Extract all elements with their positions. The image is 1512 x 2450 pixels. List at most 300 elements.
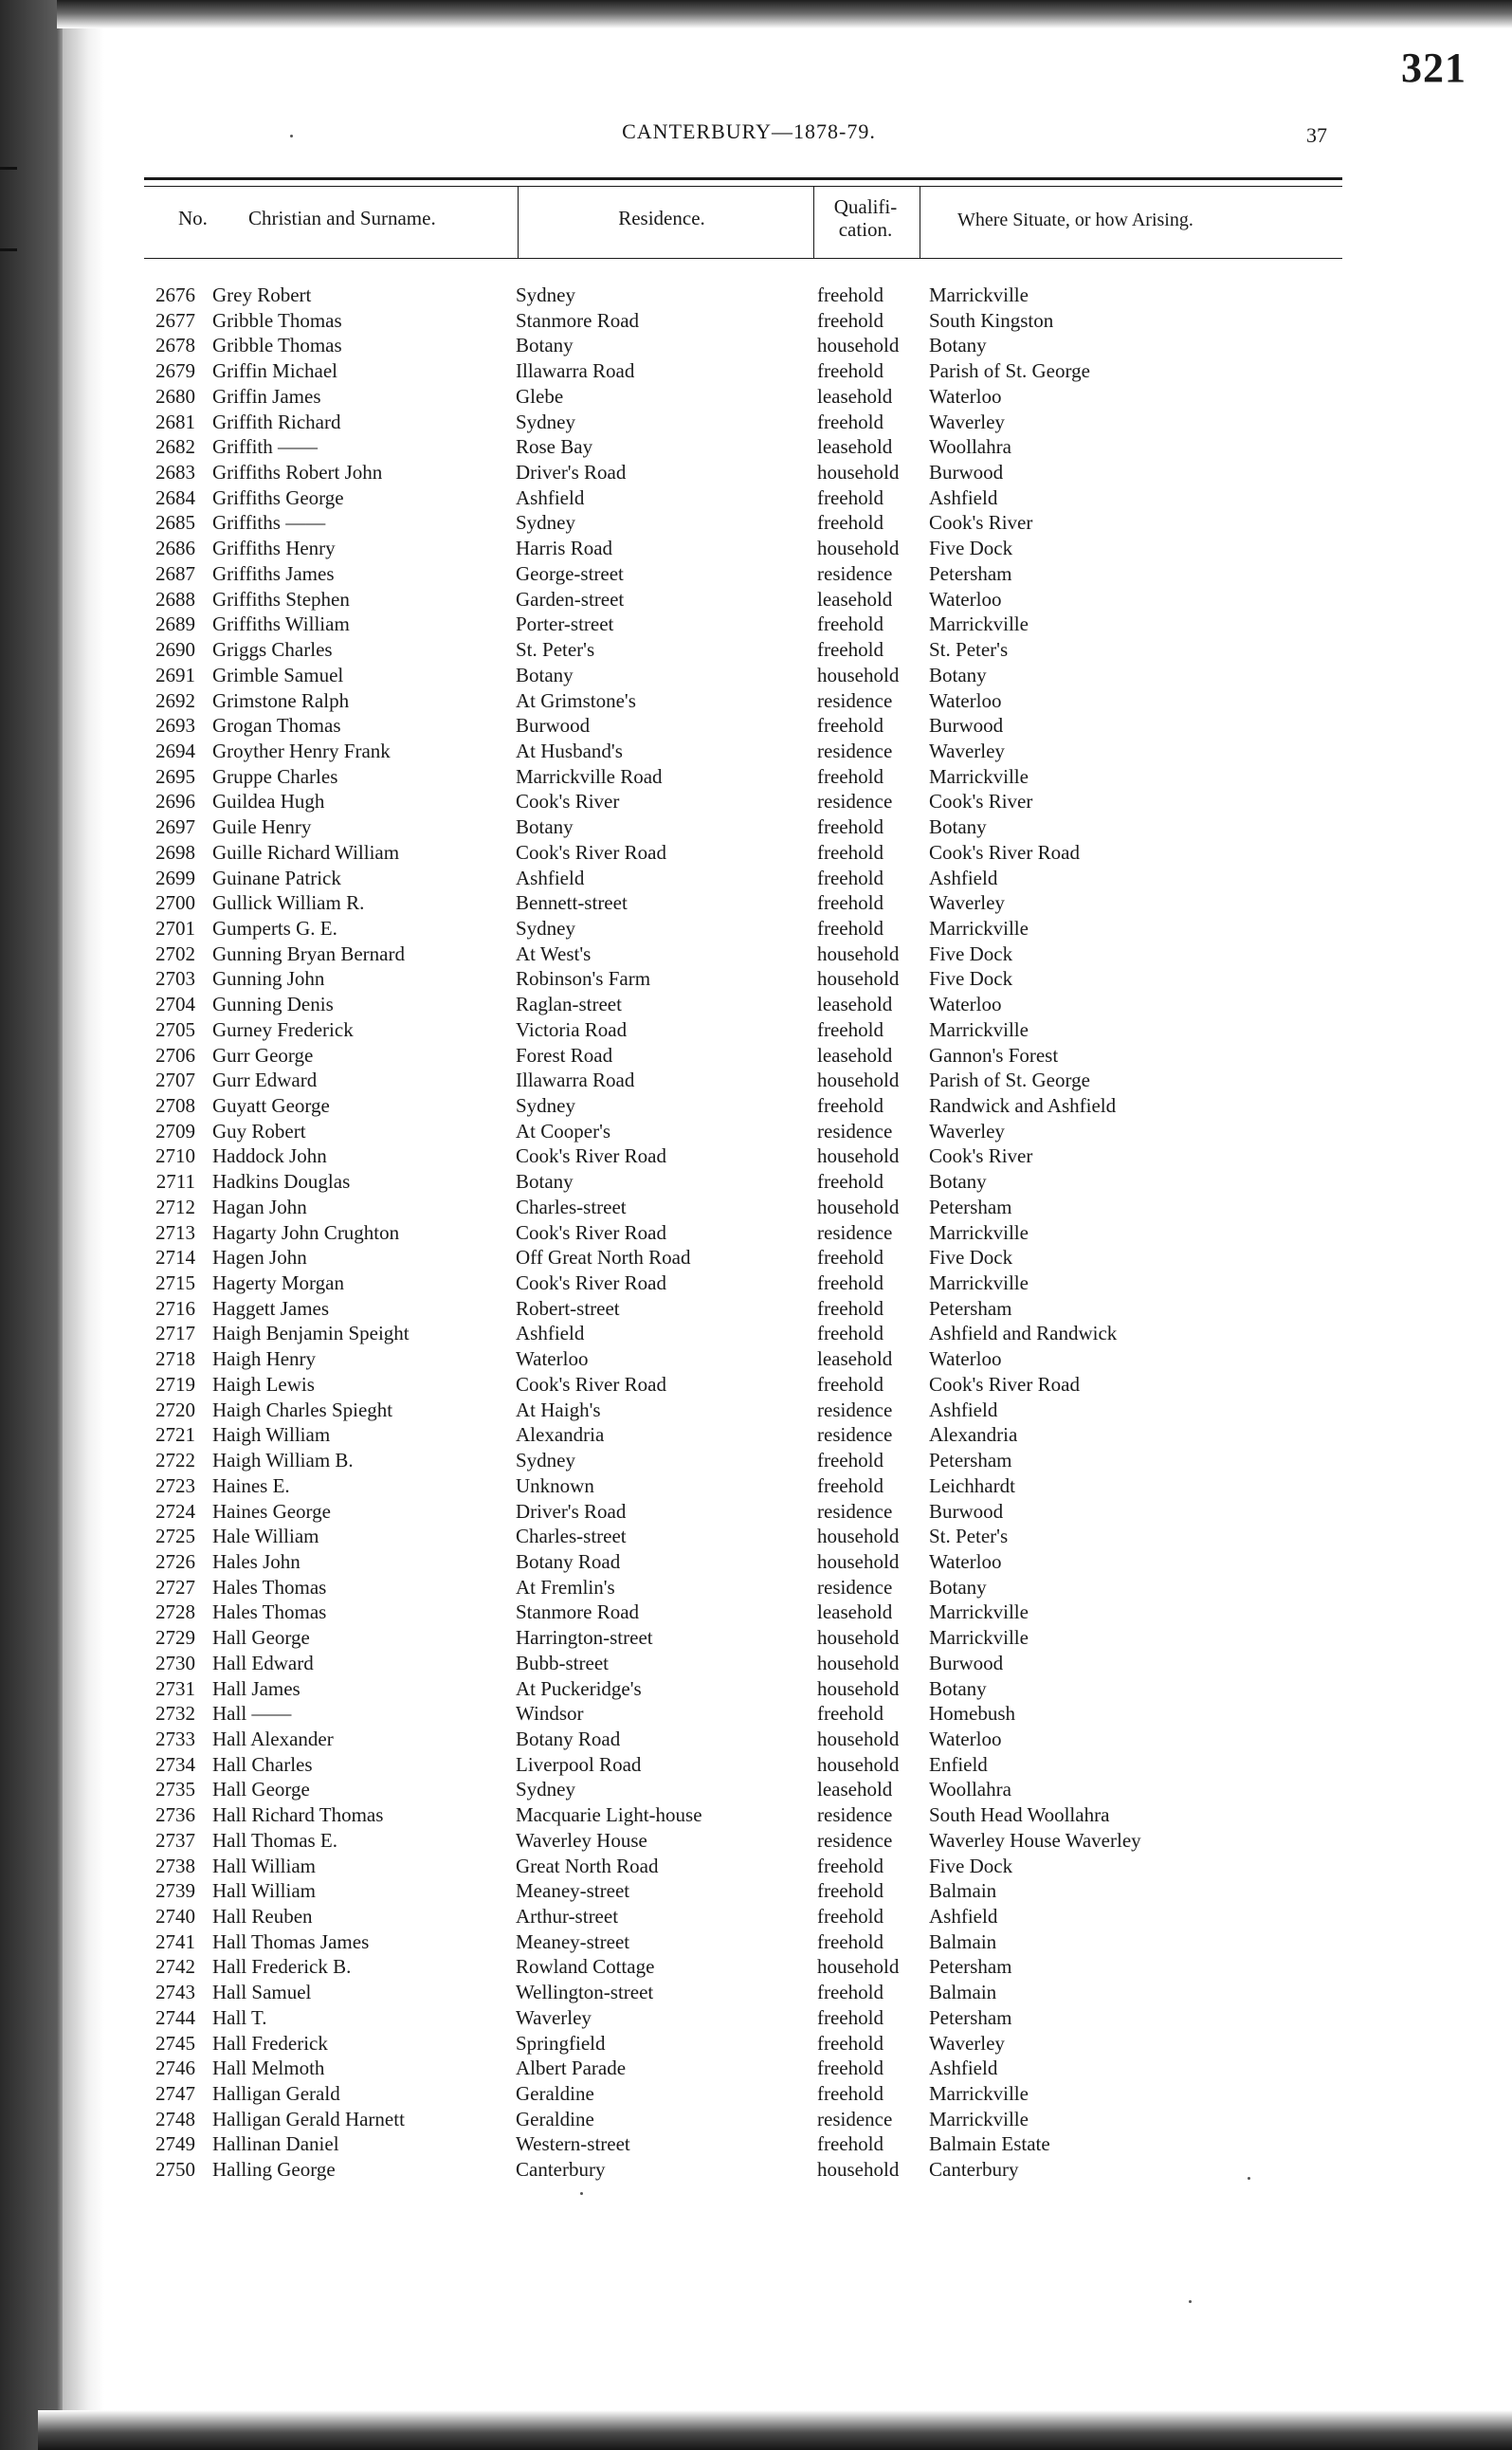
- table-row: [133, 308, 1384, 334]
- entry-name: Hadkins Douglas: [212, 1170, 351, 1194]
- page-number: 321: [1401, 45, 1466, 91]
- entry-number: 2748: [155, 2107, 195, 2130]
- entry-name: Haggett James: [212, 1296, 330, 1320]
- table-row: [133, 1625, 1384, 1651]
- entry-number: 2699: [155, 866, 195, 889]
- entry-where-situate: Waterloo: [929, 993, 1002, 1016]
- entry-number: 2688: [155, 587, 195, 611]
- entry-where-situate: Ashfield: [929, 866, 998, 889]
- entry-name: Groyther Henry Frank: [212, 739, 391, 762]
- table-row: [133, 789, 1384, 814]
- table-row: [133, 1600, 1384, 1625]
- entry-residence: Alexandria: [516, 1423, 605, 1447]
- entry-where-situate: South Head Woollahra: [929, 1803, 1110, 1827]
- entry-name: Griffin James: [212, 384, 321, 408]
- entry-where-situate: Parish of St. George: [929, 1069, 1090, 1092]
- entry-where-situate: Petersham: [929, 1296, 1012, 1320]
- entry-where-situate: Botany: [929, 1676, 987, 1700]
- entry-residence: Raglan-street: [516, 993, 622, 1016]
- entry-name: Guinane Patrick: [212, 866, 341, 889]
- entry-residence: Marrickville Road: [516, 764, 663, 788]
- entry-name: Guy Robert: [212, 1119, 306, 1143]
- entry-qualification: household: [817, 1676, 900, 1700]
- table-row: [133, 1727, 1384, 1752]
- table-row: [133, 612, 1384, 637]
- entry-name: Hall William: [212, 1879, 316, 1903]
- entry-residence: Botany: [516, 663, 574, 686]
- entry-qualification: freehold: [817, 410, 884, 433]
- entry-qualification: freehold: [817, 283, 884, 306]
- entry-name: Hall Samuel: [212, 1981, 312, 2004]
- entry-name: Griffin Michael: [212, 359, 337, 383]
- entry-residence: Botany Road: [516, 1549, 621, 1573]
- entry-qualification: freehold: [817, 1702, 884, 1726]
- entry-qualification: household: [817, 2158, 900, 2182]
- entry-number: 2700: [155, 891, 195, 915]
- entry-number: 2711: [155, 1170, 195, 1194]
- entry-residence: Sydney: [516, 1094, 575, 1117]
- entry-where-situate: Five Dock: [929, 1246, 1013, 1270]
- entry-residence: Ashfield: [516, 485, 585, 509]
- entry-qualification: leasehold: [817, 1600, 893, 1624]
- table-row: [133, 2131, 1384, 2157]
- table-row: [133, 333, 1384, 358]
- edge-mark: [0, 167, 17, 170]
- entry-where-situate: Botany: [929, 663, 987, 686]
- entry-residence: Cook's River Road: [516, 1220, 666, 1244]
- entry-where-situate: Cook's River: [929, 790, 1033, 814]
- entry-name: Hall Edward: [212, 1651, 314, 1674]
- table-row: [133, 587, 1384, 612]
- entry-name: Haines E.: [212, 1473, 290, 1497]
- entry-name: Guildea Hugh: [212, 790, 325, 814]
- entry-residence: St. Peter's: [516, 638, 595, 662]
- entry-name: Haigh Benjamin Speight: [212, 1322, 410, 1345]
- entry-number: 2716: [155, 1296, 195, 1320]
- entry-where-situate: Burwood: [929, 1499, 1004, 1523]
- entry-where-situate: Waterloo: [929, 384, 1002, 408]
- entry-name: Griffiths Henry: [212, 537, 336, 560]
- entry-where-situate: Botany: [929, 815, 987, 839]
- entry-number: 2737: [155, 1828, 195, 1852]
- table-row: [133, 764, 1384, 790]
- entry-qualification: freehold: [817, 815, 884, 839]
- entry-qualification: household: [817, 537, 900, 560]
- entry-qualification: leasehold: [817, 993, 893, 1016]
- table-row: [133, 1017, 1384, 1043]
- entry-where-situate: Marrickville: [929, 2107, 1029, 2130]
- entry-name: Haigh Henry: [212, 1347, 317, 1371]
- entry-number: 2746: [155, 2057, 195, 2080]
- entry-number: 2680: [155, 384, 195, 408]
- entry-where-situate: Marrickville: [929, 1271, 1029, 1295]
- table-row: [133, 713, 1384, 739]
- entry-residence: Cook's River Road: [516, 1271, 666, 1295]
- table-row: [133, 916, 1384, 942]
- entry-residence: Stanmore Road: [516, 1600, 640, 1624]
- print-speck: [1248, 2177, 1250, 2180]
- entry-residence: Sydney: [516, 511, 575, 535]
- entry-number: 2696: [155, 790, 195, 814]
- entry-name: Grimstone Ralph: [212, 688, 350, 712]
- entry-where-situate: Burwood: [929, 714, 1004, 738]
- entry-number: 2720: [155, 1398, 195, 1421]
- entry-residence: Windsor: [516, 1702, 584, 1726]
- entry-where-situate: Cook's River: [929, 1144, 1033, 1168]
- table-row: [133, 1929, 1384, 1955]
- entry-qualification: freehold: [817, 612, 884, 636]
- entry-residence: Wellington-street: [516, 1981, 654, 2004]
- table-row: [133, 2081, 1384, 2107]
- entry-number: 2738: [155, 1854, 195, 1877]
- entry-residence: Illawarra Road: [516, 359, 635, 383]
- entry-residence: Western-street: [516, 2132, 630, 2156]
- entry-number: 2727: [155, 1575, 195, 1599]
- qualification-header-line1: Qualifi-: [833, 195, 898, 218]
- entry-name: Hall Charles: [212, 1752, 313, 1776]
- entry-name: Gunning John: [212, 967, 325, 991]
- entry-number: 2729: [155, 1626, 195, 1650]
- entry-where-situate: Woollahra: [929, 435, 1011, 459]
- table-row: [133, 1372, 1384, 1398]
- entry-qualification: freehold: [817, 1271, 884, 1295]
- entry-qualification: residence: [817, 739, 893, 762]
- entry-where-situate: Balmain: [929, 1981, 997, 2004]
- entry-number: 2697: [155, 815, 195, 839]
- entry-residence: Bennett-street: [516, 891, 628, 915]
- entry-qualification: residence: [817, 2107, 893, 2130]
- entry-residence: Sydney: [516, 410, 575, 433]
- entry-where-situate: Balmain: [929, 1929, 997, 1953]
- table-row: [133, 1093, 1384, 1119]
- entry-name: Hales John: [212, 1549, 301, 1573]
- entry-name: Gribble Thomas: [212, 334, 342, 357]
- entry-name: Haigh William: [212, 1423, 331, 1447]
- entry-number: 2679: [155, 359, 195, 383]
- table-row: [133, 1828, 1384, 1854]
- entry-number: 2707: [155, 1069, 195, 1092]
- entry-number: 2721: [155, 1423, 195, 1447]
- table-row: [133, 434, 1384, 460]
- entry-name: Hales Thomas: [212, 1600, 327, 1624]
- entry-residence: Rose Bay: [516, 435, 593, 459]
- entry-qualification: leasehold: [817, 1778, 893, 1801]
- entry-number: 2747: [155, 2082, 195, 2106]
- table-row: [133, 1119, 1384, 1144]
- entry-name: Hagerty Morgan: [212, 1271, 344, 1295]
- entry-name: Griffith Richard: [212, 410, 341, 433]
- entry-qualification: residence: [817, 1398, 893, 1421]
- entry-number: 2723: [155, 1473, 195, 1497]
- entry-number: 2686: [155, 537, 195, 560]
- entry-residence: Driver's Road: [516, 461, 627, 485]
- table-row: [133, 2005, 1384, 2031]
- entry-name: Hall Richard Thomas: [212, 1803, 384, 1827]
- entry-qualification: household: [817, 1069, 900, 1092]
- entry-qualification: freehold: [817, 2005, 884, 2029]
- entry-number: 2741: [155, 1929, 195, 1953]
- entry-number: 2677: [155, 308, 195, 332]
- entry-number: 2709: [155, 1119, 195, 1143]
- entry-qualification: household: [817, 1752, 900, 1776]
- table-row: [133, 890, 1384, 916]
- entry-qualification: residence: [817, 1803, 893, 1827]
- entry-where-situate: Randwick and Ashfield: [929, 1094, 1117, 1117]
- entry-number: 2742: [155, 1955, 195, 1979]
- entry-where-situate: St. Peter's: [929, 1525, 1009, 1548]
- table-row: [133, 1068, 1384, 1093]
- entry-qualification: freehold: [817, 764, 884, 788]
- print-speck: [580, 2192, 583, 2195]
- entry-qualification: freehold: [817, 1246, 884, 1270]
- entry-qualification: freehold: [817, 2082, 884, 2106]
- entry-number: 2689: [155, 612, 195, 636]
- entry-where-situate: Five Dock: [929, 942, 1013, 965]
- table-row: [133, 992, 1384, 1017]
- entry-where-situate: Woollahra: [929, 1778, 1011, 1801]
- entry-where-situate: Waterloo: [929, 587, 1002, 611]
- entry-qualification: freehold: [817, 485, 884, 509]
- entry-residence: Robert-street: [516, 1296, 620, 1320]
- column-header-name: Christian and Surname.: [248, 207, 436, 229]
- entry-name: Guile Henry: [212, 815, 312, 839]
- table-row: [133, 637, 1384, 663]
- table-row: [133, 1448, 1384, 1473]
- entry-number: 2676: [155, 283, 195, 306]
- column-divider: [518, 186, 519, 258]
- entry-where-situate: Petersham: [929, 2005, 1012, 2029]
- entry-residence: Cook's River: [516, 790, 620, 814]
- entry-name: Hall George: [212, 1626, 310, 1650]
- entry-qualification: residence: [817, 1499, 893, 1523]
- entry-name: Hagarty John Crughton: [212, 1220, 400, 1244]
- entry-number: 2722: [155, 1449, 195, 1472]
- entry-number: 2706: [155, 1043, 195, 1067]
- entry-where-situate: Marrickville: [929, 764, 1029, 788]
- entry-where-situate: Five Dock: [929, 1854, 1013, 1877]
- table-row: [133, 1143, 1384, 1169]
- entry-number: 2694: [155, 739, 195, 762]
- entry-qualification: freehold: [817, 1372, 884, 1396]
- entry-number: 2681: [155, 410, 195, 433]
- table-row: [133, 1245, 1384, 1271]
- entry-qualification: freehold: [817, 1929, 884, 1953]
- entry-residence: Albert Parade: [516, 2057, 627, 2080]
- entry-qualification: leasehold: [817, 384, 893, 408]
- entry-number: 2695: [155, 764, 195, 788]
- entry-qualification: freehold: [817, 891, 884, 915]
- entry-name: Hall ——: [212, 1702, 292, 1726]
- entry-name: Grimble Samuel: [212, 663, 344, 686]
- entry-where-situate: Cook's River Road: [929, 1372, 1080, 1396]
- entry-name: Halling George: [212, 2158, 336, 2182]
- entry-where-situate: Botany: [929, 1170, 987, 1194]
- entry-name: Hall T.: [212, 2005, 267, 2029]
- entry-where-situate: Petersham: [929, 1195, 1012, 1218]
- table-row: [133, 688, 1384, 714]
- entry-qualification: freehold: [817, 916, 884, 940]
- entry-where-situate: Five Dock: [929, 967, 1013, 991]
- entry-name: Grey Robert: [212, 283, 312, 306]
- entry-name: Hagan John: [212, 1195, 307, 1218]
- table-row: [133, 663, 1384, 688]
- entry-residence: Waterloo: [516, 1347, 589, 1371]
- table-row: [133, 1271, 1384, 1296]
- table-row: [133, 1802, 1384, 1828]
- table-row: [133, 840, 1384, 866]
- entry-number: 2682: [155, 435, 195, 459]
- entry-number: 2750: [155, 2158, 195, 2182]
- entry-where-situate: Balmain Estate: [929, 2132, 1050, 2156]
- entry-number: 2744: [155, 2005, 195, 2029]
- entry-residence: Rowland Cottage: [516, 1955, 655, 1979]
- entry-residence: Arthur-street: [516, 1905, 619, 1928]
- entry-number: 2708: [155, 1094, 195, 1117]
- entry-residence: Sydney: [516, 1778, 575, 1801]
- entry-residence: Driver's Road: [516, 1499, 627, 1523]
- entry-number: 2717: [155, 1322, 195, 1345]
- entry-where-situate: Alexandria: [929, 1423, 1018, 1447]
- entry-number: 2692: [155, 688, 195, 712]
- entry-number: 2725: [155, 1525, 195, 1548]
- entry-qualification: freehold: [817, 638, 884, 662]
- entry-name: Gurr Edward: [212, 1069, 318, 1092]
- table-row: [133, 460, 1384, 485]
- entry-where-situate: Balmain: [929, 1879, 997, 1903]
- entry-name: Haigh Charles Spieght: [212, 1398, 393, 1421]
- entry-number: 2718: [155, 1347, 195, 1371]
- table-row: [133, 1954, 1384, 1980]
- entry-where-situate: Ashfield: [929, 2057, 998, 2080]
- entry-qualification: residence: [817, 1575, 893, 1599]
- entry-where-situate: Marrickville: [929, 2082, 1029, 2106]
- column-header-where: Where Situate, or how Arising.: [957, 210, 1193, 230]
- entry-number: 2730: [155, 1651, 195, 1674]
- table-row: [133, 1346, 1384, 1372]
- entry-qualification: residence: [817, 1828, 893, 1852]
- entry-name: Guille Richard William: [212, 840, 400, 864]
- entry-name: Halligan Gerald Harnett: [212, 2107, 405, 2130]
- entry-residence: Meaney-street: [516, 1879, 630, 1903]
- entry-residence: Burwood: [516, 714, 591, 738]
- entry-residence: Botany Road: [516, 1727, 621, 1750]
- print-speck: [1189, 2300, 1192, 2303]
- entry-residence: Harris Road: [516, 537, 613, 560]
- entry-name: Haigh Lewis: [212, 1372, 315, 1396]
- entry-where-situate: Ashfield: [929, 1398, 998, 1421]
- entry-qualification: household: [817, 1651, 900, 1674]
- table-row: [133, 866, 1384, 891]
- entry-residence: Robinson's Farm: [516, 967, 651, 991]
- entry-number: 2728: [155, 1600, 195, 1624]
- entry-qualification: freehold: [817, 1879, 884, 1903]
- entry-where-situate: Botany: [929, 334, 987, 357]
- entry-where-situate: Burwood: [929, 461, 1004, 485]
- entry-residence: Waverley: [516, 2005, 592, 2029]
- entry-name: Gumperts G. E.: [212, 916, 337, 940]
- entry-residence: Ashfield: [516, 866, 585, 889]
- entry-where-situate: Parish of St. George: [929, 359, 1090, 383]
- entry-name: Grogan Thomas: [212, 714, 341, 738]
- entry-residence: At Grimstone's: [516, 688, 636, 712]
- entry-number: 2735: [155, 1778, 195, 1801]
- entry-residence: Waverley House: [516, 1828, 647, 1852]
- entry-residence: Off Great North Road: [516, 1246, 691, 1270]
- table-row: [133, 739, 1384, 764]
- entry-qualification: residence: [817, 1119, 893, 1143]
- entry-name: Hall Melmoth: [212, 2057, 325, 2080]
- entry-residence: At Haigh's: [516, 1398, 601, 1421]
- table-row: [133, 1499, 1384, 1525]
- entry-name: Hale William: [212, 1525, 319, 1548]
- entry-where-situate: Ashfield: [929, 485, 998, 509]
- entry-number: 2698: [155, 840, 195, 864]
- entry-number: 2693: [155, 714, 195, 738]
- entry-qualification: residence: [817, 790, 893, 814]
- entry-number: 2731: [155, 1676, 195, 1700]
- entry-qualification: household: [817, 1549, 900, 1573]
- entry-name: Griffiths James: [212, 561, 335, 585]
- table-row: [133, 1854, 1384, 1879]
- entry-qualification: residence: [817, 688, 893, 712]
- entry-qualification: freehold: [817, 511, 884, 535]
- entry-where-situate: Waverley: [929, 2031, 1005, 2055]
- entry-number: 2701: [155, 916, 195, 940]
- entry-qualification: freehold: [817, 359, 884, 383]
- entry-residence: Charles-street: [516, 1195, 627, 1218]
- running-head: CANTERBURY—1878-79.: [622, 119, 876, 143]
- entry-number: 2734: [155, 1752, 195, 1776]
- entry-residence: Glebe: [516, 384, 564, 408]
- table-row: [133, 1524, 1384, 1549]
- entry-residence: Sydney: [516, 283, 575, 306]
- entry-number: 2745: [155, 2031, 195, 2055]
- entry-qualification: household: [817, 1727, 900, 1750]
- scan-gutter-fade: [63, 0, 104, 2450]
- entry-number: 2713: [155, 1220, 195, 1244]
- entry-name: Hagen John: [212, 1246, 307, 1270]
- entry-qualification: residence: [817, 561, 893, 585]
- entry-number: 2702: [155, 942, 195, 965]
- entry-qualification: freehold: [817, 1854, 884, 1877]
- entry-qualification: freehold: [817, 2031, 884, 2055]
- entry-name: Griffiths George: [212, 485, 344, 509]
- entry-number: 2678: [155, 334, 195, 357]
- entry-name: Hallinan Daniel: [212, 2132, 339, 2156]
- entry-name: Hall George: [212, 1778, 310, 1801]
- entry-residence: Harrington-street: [516, 1626, 653, 1650]
- entry-qualification: freehold: [817, 1449, 884, 1472]
- entry-number: 2733: [155, 1727, 195, 1750]
- entry-number: 2705: [155, 1017, 195, 1041]
- table-row: [133, 561, 1384, 587]
- entry-where-situate: Petersham: [929, 1449, 1012, 1472]
- table-row: [133, 1169, 1384, 1195]
- entry-qualification: household: [817, 1955, 900, 1979]
- entry-residence: Springfield: [516, 2031, 606, 2055]
- entry-qualification: household: [817, 1144, 900, 1168]
- entry-qualification: freehold: [817, 1170, 884, 1194]
- entry-qualification: freehold: [817, 840, 884, 864]
- entry-qualification: freehold: [817, 1322, 884, 1345]
- table-row: [133, 1220, 1384, 1246]
- entry-where-situate: Petersham: [929, 561, 1012, 585]
- table-row: [133, 2031, 1384, 2057]
- entry-where-situate: Waterloo: [929, 1727, 1002, 1750]
- entry-qualification: household: [817, 461, 900, 485]
- sheet-number: 37: [1306, 123, 1327, 147]
- entry-name: Griffiths William: [212, 612, 350, 636]
